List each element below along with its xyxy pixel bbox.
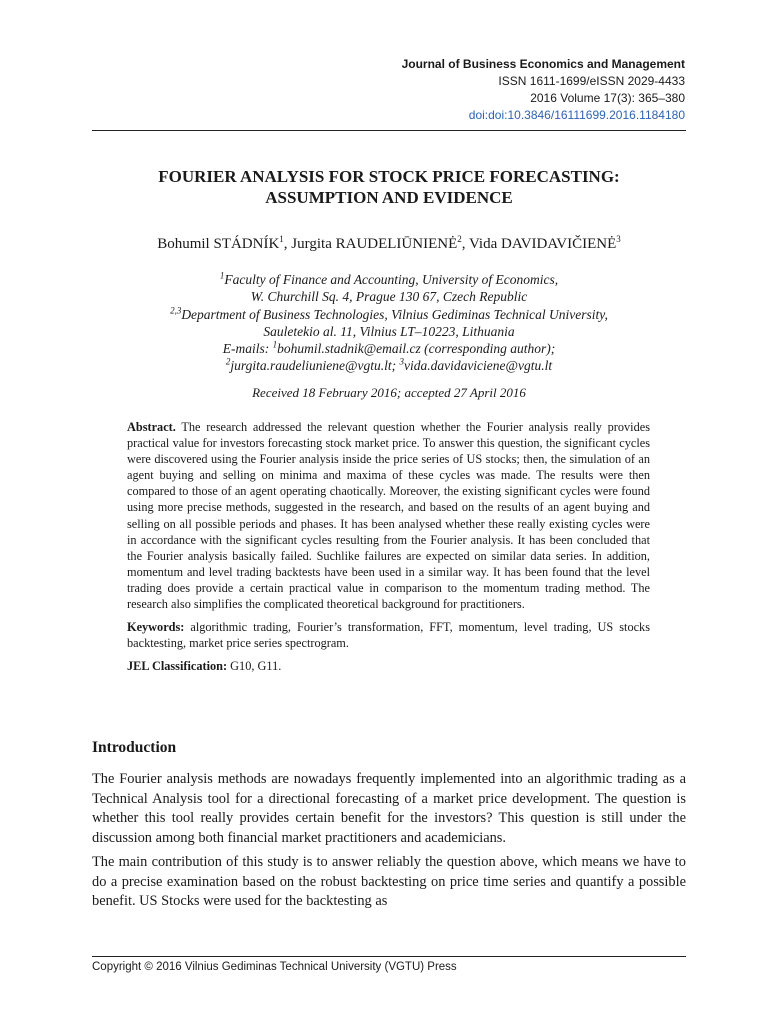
jel-label: JEL Classification: (127, 659, 228, 674)
author-2: Jurgita RAUDELIŪNIENĖ (291, 236, 458, 252)
affiliation-1-line-1 (92, 271, 686, 288)
author-separator: , (283, 236, 292, 252)
affiliation-2-line-2: Sauletekio al. 11, Vilnius LT–10223, Lithuania (263, 323, 515, 339)
journal-volume: 2016 Volume 17(3): 365–380 (530, 91, 685, 105)
affiliation-1-line-2: W. Churchill Sq. 4, Prague 130 67, Czech Republic (250, 289, 528, 305)
abstract-paragraph (127, 419, 650, 612)
emails-label: E-mails: (222, 341, 273, 357)
emails-line-1 (92, 340, 686, 357)
abstract-label: Abstract. (127, 420, 176, 434)
affiliation-2-line-1 (92, 306, 686, 323)
title-line-2: ASSUMPTION AND EVIDENCE (265, 188, 513, 207)
author-2-mark: 2 (457, 234, 462, 244)
copyright-notice: Copyright © 2016 Vilnius Gediminas Technical University (VGTU) Press (92, 961, 457, 973)
journal-info (402, 56, 685, 124)
affiliation-2-text: Department of Business Technologies, Vilnius Gediminas Technical University, (181, 306, 608, 322)
introduction-body (92, 770, 686, 917)
abstract-block (127, 419, 650, 681)
email-3-mark: 3 (399, 356, 404, 367)
intro-paragraph-1: The Fourier analysis methods are nowadays frequently implemented into an algorithmic trading as a Technical Analysis tool for a directional forecasting of a market price development. The question is whether this tool really provides certain benefit for the investors? This question is still under the discussion among both financial market practitioners and academicians. (92, 771, 686, 846)
author-3-mark: 3 (616, 234, 621, 244)
author-1: Bohumil STÁDNÍK (157, 236, 280, 252)
author-1-mark: 1 (279, 234, 284, 244)
affiliation-1-text: Faculty of Finance and Accounting, University of Economics, (224, 272, 559, 287)
keywords-label: Keywords: (127, 620, 185, 635)
journal-name: Journal of Business Economics and Management (401, 57, 685, 71)
abstract-text: The research addressed the relevant question whether the Fourier analysis really provides practical value for investors forecasting stock market price. To answer this question, the significant cycles were discovered using the Fourier analysis inside the price series of US stocks; then, the simulation of an agent buying and selling on minima and maxima of these cycles was made. The results were then compared to those of an agent operating chaotically. Moreover, the existing significant cycles were found using more precise methods, suggested in the research, and based on the results of an agent buying and selling on all possible periods and phases. It has been analysed whether these really existing cycles were in accordance with the significant cycles resulting from the Fourier analysis. It has been concluded that the Fourier analysis basically failed. Suchlike failures are expected on similar data series. In addition, momentum and level trading backtests have been used in a similar way. It has been found that the level trading does provide a certain practical value in comparison to the momentum trading method. The research also simplifies the complicated theoretical background for practitioners. (127, 420, 650, 612)
affiliation-2-mark: 2,3 (170, 305, 182, 316)
emails-line-2 (92, 357, 686, 374)
doi-link[interactable]: doi:doi:10.3846/16111699.2016.1184180 (468, 108, 685, 122)
email-2-mark: 2 (225, 356, 231, 367)
header-divider (92, 130, 686, 131)
email-3[interactable]: vida.davidaviciene@vgtu.lt (403, 358, 553, 374)
received-dates: Received 18 February 2016; accepted 27 April 2016 (252, 385, 526, 400)
jel-text: G10, G11. (227, 659, 282, 674)
jel-paragraph (127, 658, 650, 674)
email-1-mark: 1 (272, 339, 278, 350)
author-list (92, 236, 686, 253)
section-heading-introduction: Introduction (92, 739, 177, 756)
keywords-text: algorithmic trading, Fourier’s transformation, FFT, momentum, level trading, US stocks backtesting, market price series spectrogram. (127, 620, 650, 651)
affiliations (92, 271, 686, 375)
email-1[interactable]: bohumil.stadnik@email.cz (corresponding author); (277, 341, 556, 357)
email-2[interactable]: jurgita.raudeliuniene@vgtu.lt; (230, 358, 400, 374)
keywords-paragraph (127, 619, 650, 651)
title-line-1: FOURIER ANALYSIS FOR STOCK PRICE FORECASTING: (158, 167, 620, 186)
footer-divider (92, 956, 686, 957)
author-3: Vida DAVIDAVIČIENĖ (468, 236, 617, 252)
author-separator: , (461, 236, 469, 252)
affiliation-1-mark: 1 (219, 270, 225, 281)
intro-paragraph-2: The main contribution of this study is to answer reliably the question above, which means we have to do a precise examination based on the robust backtesting on price time series and quantify a possible benefit. US Stocks were used for the backtesting as (92, 854, 686, 909)
paper-title (92, 166, 686, 208)
journal-issn: ISSN 1611-1699/eISSN 2029-4433 (498, 74, 685, 88)
